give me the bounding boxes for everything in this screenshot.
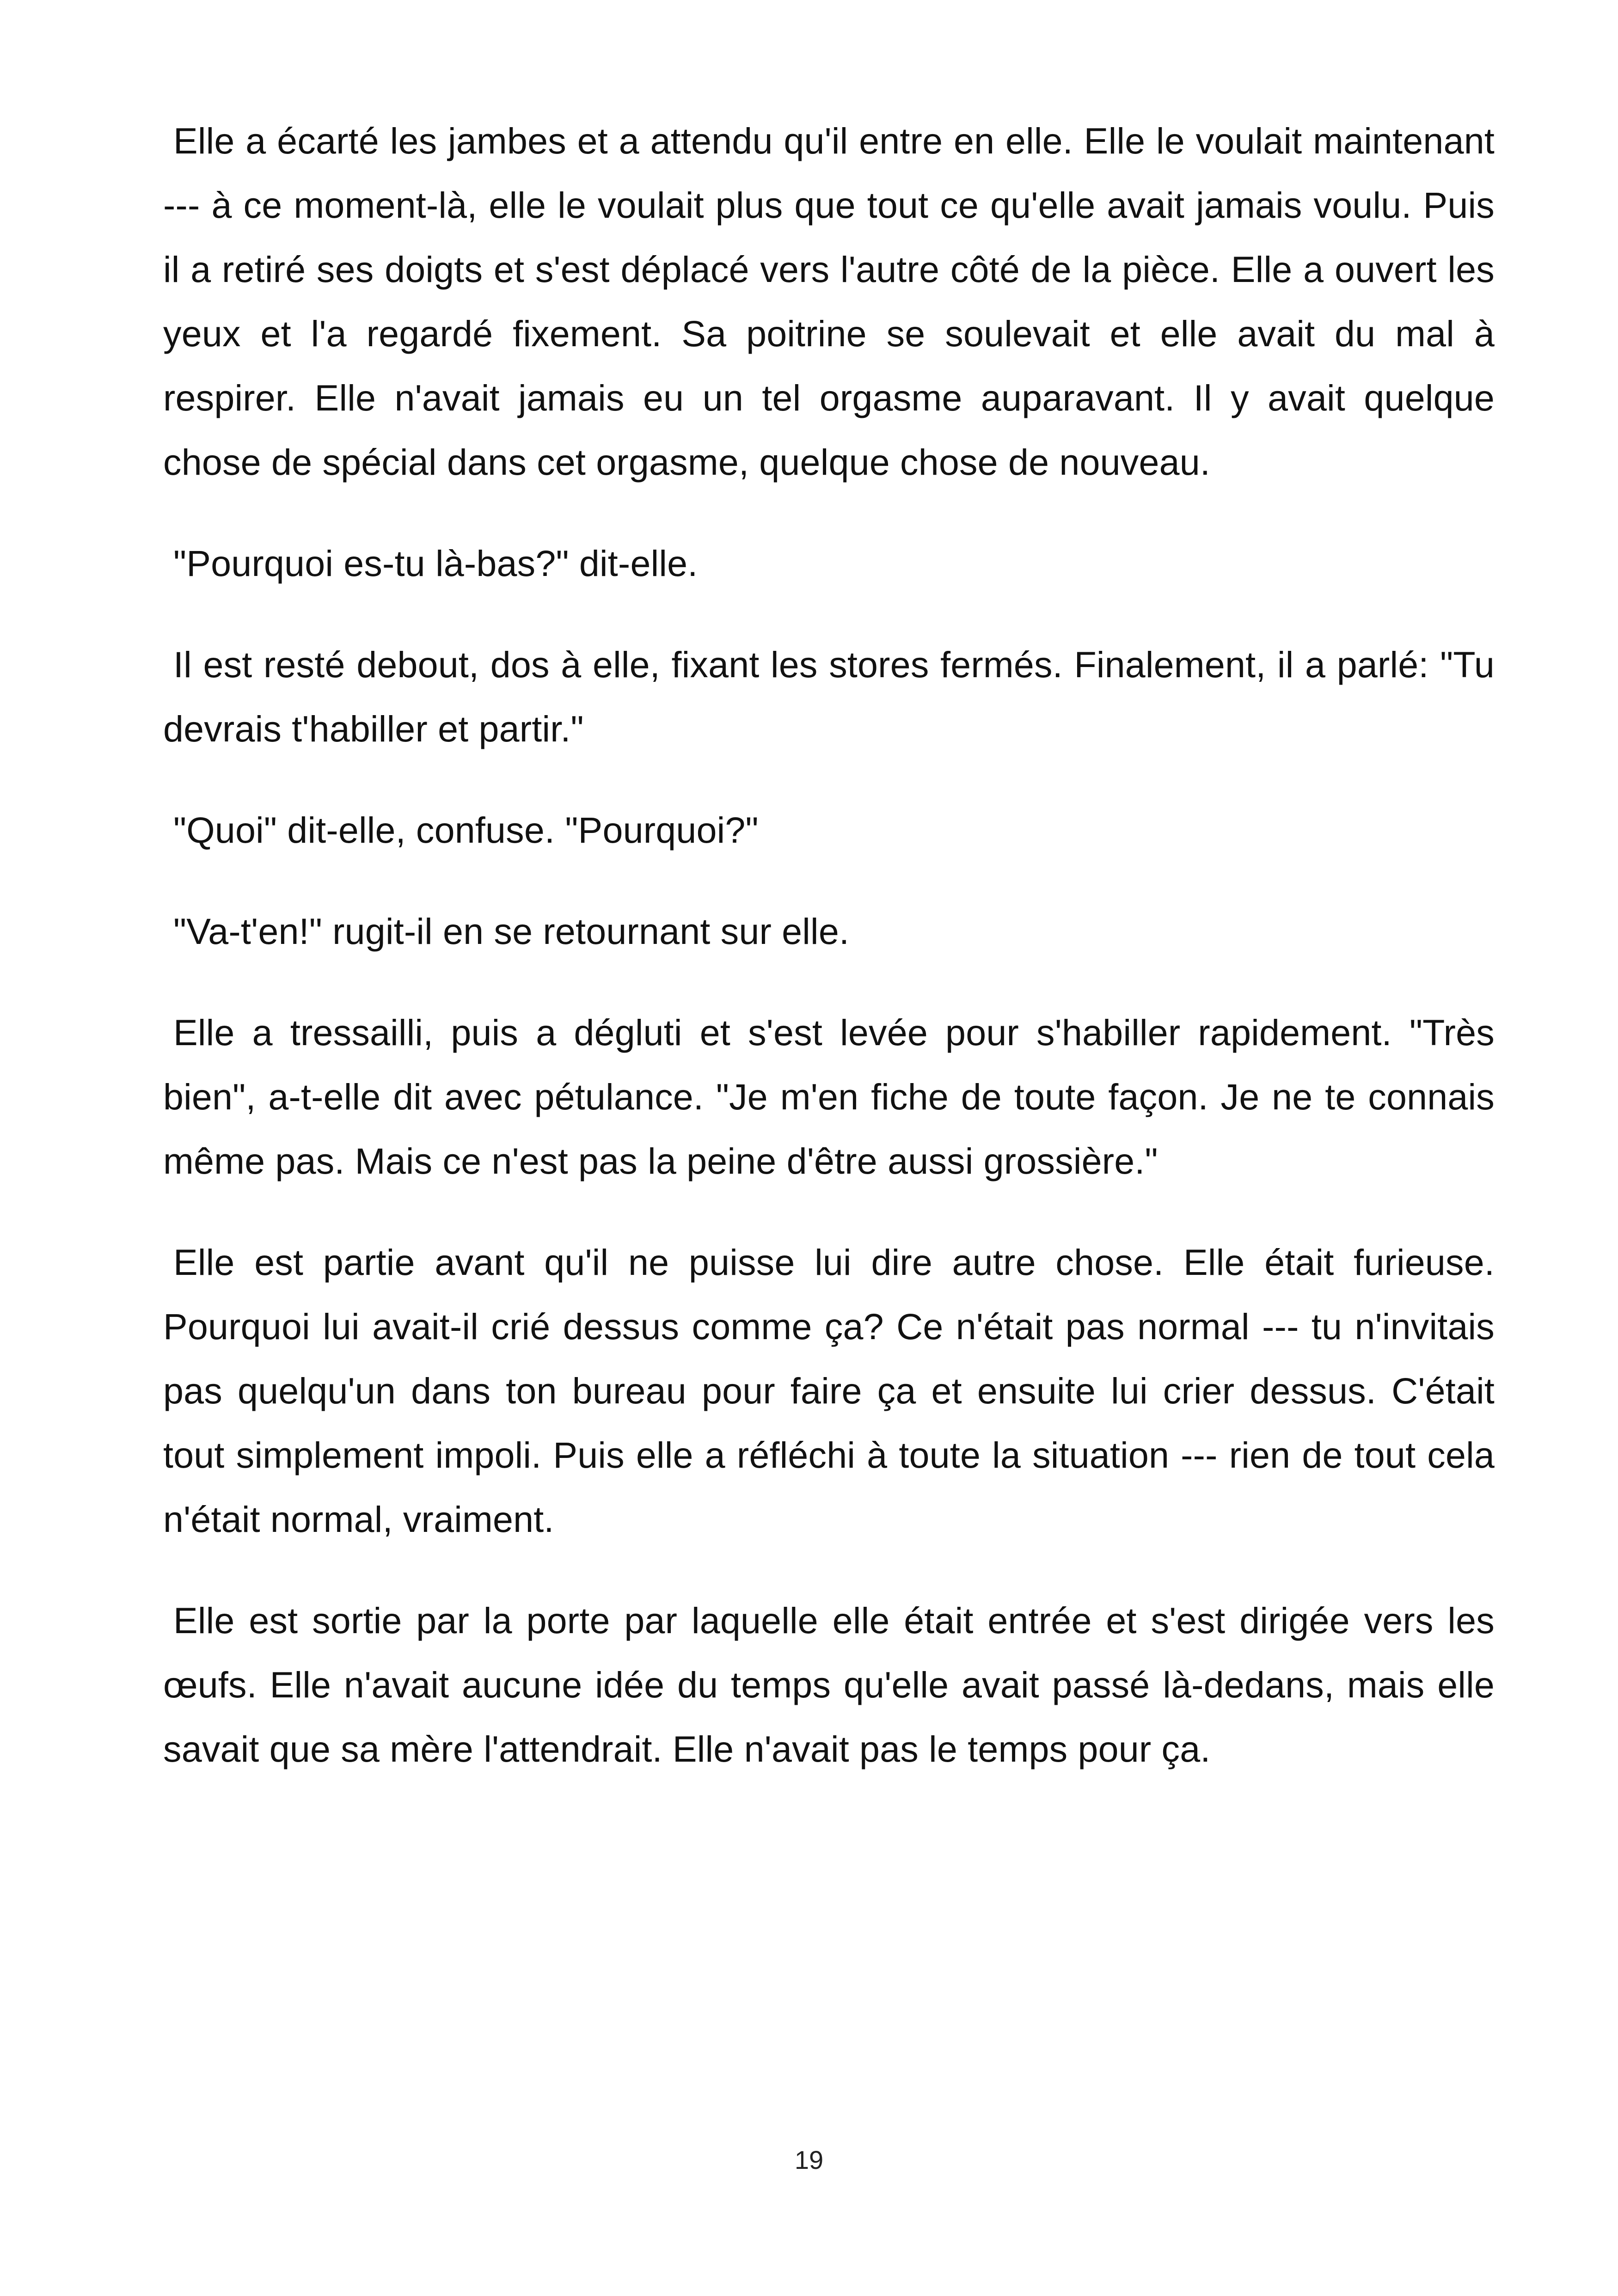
paragraph: "Pourquoi es-tu là-bas?" dit-elle. (173, 543, 698, 584)
page-number: 19 (794, 2145, 824, 2174)
paragraph: Elle a écarté les jambes et a attendu qu'il entre en elle. Elle le voulait maintenant --- à ce moment-là, elle le voulait plus que tout ce qu'elle avait jamais voulu. Puis il a retiré ses doigts et s'est déplacé vers l'autre côté de la pièce. Elle a ouvert les yeux et l'a regardé fixement. Sa poitrine se soulevait et elle avait du mal à respirer. Elle n'avait jamais eu un tel orgasme auparavant. Il y avait quelque chose de spécial dans cet orgasme, quelque chose de nouveau. (163, 120, 1495, 483)
body-text (163, 109, 1495, 1818)
paragraph: Il est resté debout, dos à elle, fixant les stores fermés. Finalement, il a parlé: "Tu devrais t'habiller et partir." (163, 644, 1495, 749)
paragraph: "Va-t'en!" rugit-il en se retournant sur elle. (173, 911, 850, 952)
paragraph: "Quoi" dit-elle, confuse. "Pourquoi?" (173, 809, 759, 851)
paragraph: Elle est sortie par la porte par laquelle elle était entrée et s'est dirigée vers les œufs. Elle n'avait aucune idée du temps qu'elle avait passé là-dedans, mais elle savait que sa mère l'attendrait. Elle n'avait pas le temps pour ça. (163, 1600, 1495, 1769)
paragraph: Elle est partie avant qu'il ne puisse lui dire autre chose. Elle était furieuse. Pourquoi lui avait-il crié dessus comme ça? Ce n'était pas normal --- tu n'invitais pas quelqu'un dans ton bureau pour faire ça et ensuite lui crier dessus. C'était tout simplement impoli. Puis elle a réfléchi à toute la situation --- rien de tout cela n'était normal, vraiment. (163, 1242, 1495, 1540)
paragraph: Elle a tressailli, puis a dégluti et s'est levée pour s'habiller rapidement. "Très bien", a-t-elle dit avec pétulance. "Je m'en fiche de toute façon. Je ne te connais même pas. Mais ce n'est pas la peine d'être aussi grossière." (163, 1012, 1495, 1182)
